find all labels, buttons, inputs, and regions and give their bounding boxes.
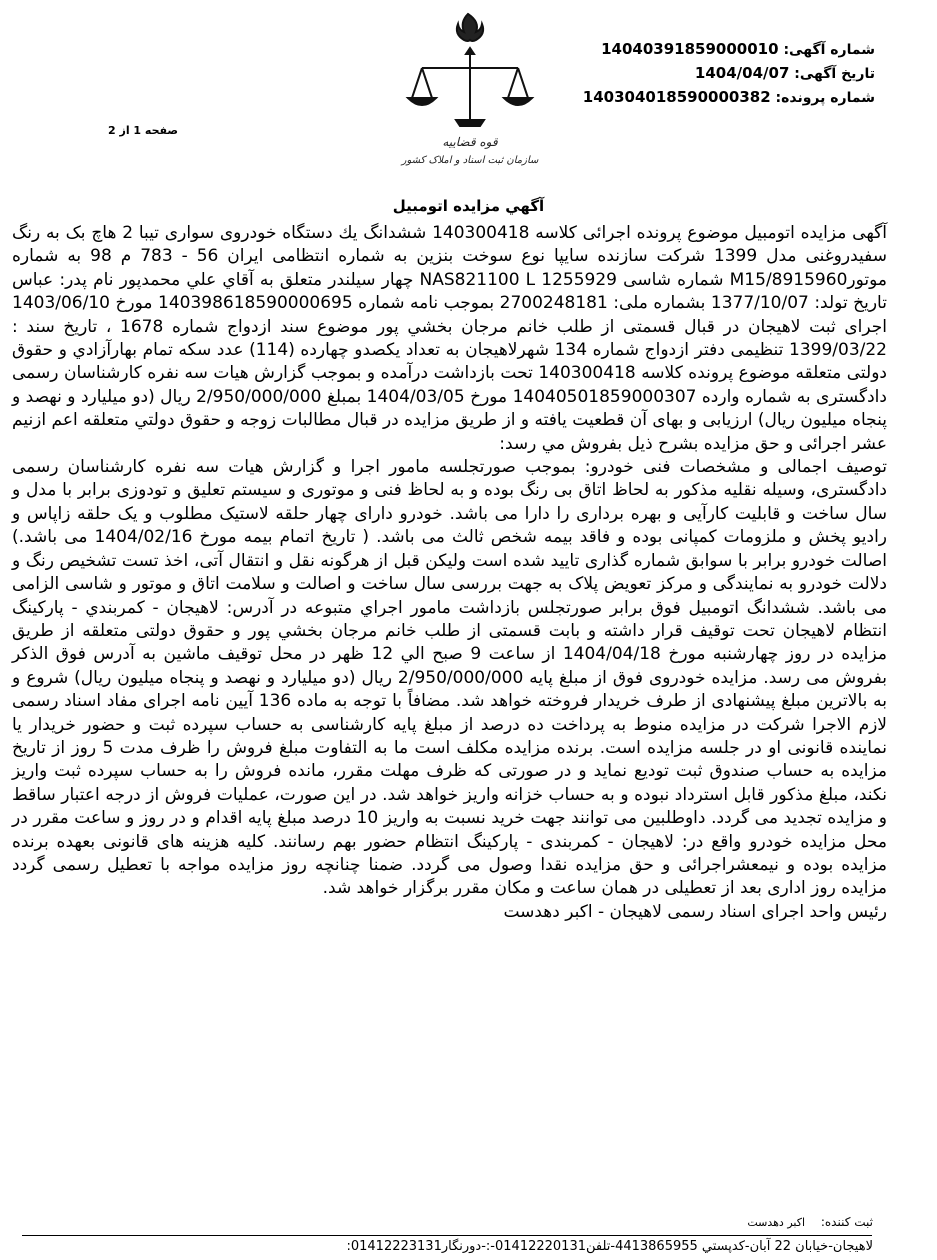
ad-number-line <box>583 38 875 62</box>
footer-divider <box>22 1235 872 1236</box>
document-body <box>12 222 887 924</box>
ad-date-line <box>583 62 875 86</box>
ad-date-label: تاریخ آگهی: <box>794 66 875 82</box>
judiciary-emblem-logo <box>390 8 550 168</box>
file-number-line <box>583 86 875 110</box>
ad-number: 14040391859000010 <box>601 40 779 58</box>
ad-date: 1404/04/07 <box>694 64 790 82</box>
svg-text:قوه قضاییه: قوه قضاییه <box>442 135 498 149</box>
ad-number-label: شماره آگهی: <box>783 42 875 58</box>
body-paragraph: آگهی مزایده اتومبیل موضوع پرونده اجرائی کلاسه 140300418 ششدانگ یك دستگاه خودروی سواری تیبا 2 هاچ بک به رنگ سفیدروغنی مدل 1399 شرکت سازنده سایپا نوع سوخت بنزین به شماره انتظامی ایران 56 - 783 م 98 به شماره موتورM15/8915960 شماره شاسی NAS821100 L 1255929 چهار سیلندر متعلق به آقاي علي محمدپور نام پدر: عباس تاریخ تولد: 1377/10/07 بشماره ملی: 2700248181 بموجب نامه شماره 140398618590000695 مورخ 1403/06/10 اجرای ثبت لاهیجان در قبال قسمتی از طلب خانم مرجان بخشي پور موضوع سند ازدواج شماره 1678 ، تاریخ سند : 1399/03/22 تنظیمی دفتر ازدواج شماره 134 شهرلاهیجان به تعداد یکصدو چهارده (114) عدد سکه تمام بهارآزادي و حقوق دولتی متعلقه موضوع پرونده کلاسه 140300418 تحت بازداشت درآمده و بموجب گزارش هیات سه نفره کارشناسان رسمی دادگستری به شماره وارده 14040501859000307 مورخ 1404/03/05 بمبلغ 2/950/000/000 ریال (دو میلیارد و نهصد و پنجاه میلیون ریال) ارزیابی و بهای آن قطعیت یافته و از طریق مزایده در قبال مطالبات زوجه و حقوق دولتي متعلقه اعم ازنیم عشر اجرائی و حق مزایده بشرح ذیل بفروش مي رسد: <box>12 223 888 454</box>
file-number-label: شماره پرونده: <box>775 90 875 106</box>
page-indicator: صفحه 1 از 2 <box>108 124 179 137</box>
registrar-name: اکبر دهدست <box>747 1216 806 1229</box>
signature-line: رئیس واحد اجرای اسناد رسمی لاهیجان - اکبر دهدست <box>503 901 887 922</box>
body-paragraph: توصیف اجمالی و مشخصات فنی خودرو: بموجب صورتجلسه مامور اجرا و گزارش هیات سه نفره کارشناسان رسمی دادگستری، وسیله نقلیه مذکور به لحاظ اتاق بی رنگ بوده و به لحاظ فنی و موتوری و سیستم تعلیق و تودوزی برابر با مدل و سال ساخت و قابلیت کارآیی و بهره برداری را دارا می باشد. خودرو دارای چهار حلقه لاستیک مطلوب و یک حلقه زاپاس و رادیو پخش و ملزومات کمپانی بوده و فاقد بیمه شخص ثالث می باشد. ( تاریخ اتمام بیمه مورخ 1404/02/16 می باشد.) اصالت خودرو برابر با سوابق شماره گذاری تایید شده است ولیکن قبل از هرگونه نقل و انتقال آتی، اخذ تست تشخیص رنگ و دلالت خودرو به نمایندگی و مرکز تعویض پلاک به جهت بررسی سال ساخت و اصالت و سلامت اتاق و موتور و شاسی الزامی می باشد. ششدانگ اتومبیل فوق برابر صورتجلس بازداشت مامور اجراي متبوعه در آدرس: لاهیجان - کمربندي - پارکینگ انتظام لاهیجان تحت توقیف قرار داشته و بابت قسمتی از طلب خانم مرجان بخشي پور و حقوق دولتی متعلقه از طریق مزایده در روز چهارشنبه مورخ 1404/04/18 از ساعت 9 صبح الي 12 ظهر در محل توقیف ماشین به آدرس فوق الذکر بفروش می رسد. مزایده خودروی فوق از مبلغ پایه 2/950/000/000 ریال (دو میلیارد و نهصد و پنجاه میلیون ریال) شروع و به بالاترین مبلغ پیشنهادی از طرف خریدار فروخته خواهد شد. مضافاً با توجه به ماده 136 آیین نامه اجرای مفاد اسناد رسمی لازم الاجرا شرکت در مزایده منوط به پرداخت ده درصد از مبلغ پایه کارشناسی به حساب سپرده ثبت و حضور خریدار یا نماینده قانونی او در جلسه مزایده است. برنده مزایده مکلف است ما به التفاوت مبلغ فروش را ظرف مدت 5 روز از تاریخ مزایده به حساب صندوق ثبت تودیع نماید و در صورتی که ظرف مهلت مقرر، مانده فروش را به حساب سپرده ثبت واریز نکند، مبلغ مذکور قابل استرداد نبوده و به حساب خزانه واریز خواهد شد. در این صورت، عملیات فروش از درجه اعتبار ساقط و مزایده تجدید می گردد. داوطلبین می توانند جهت خرید نسبت به واریز 10 درصد مبلغ پایه اقدام و در روز و ساعت مقرر در محل مزایده خودرو واقع در: لاهیجان - کمربندی - پارکینگ انتظام حضور بهم رسانند. کلیه هزینه های قانونی بعهده برنده مزایده بوده و نیمعشراجرائی و حق مزایده نقدا وصول می گردد. ضمنا چنانچه روز مزایده مواجه با تعطیل رسمی گردد مزایده روز اداری بعد از تعطیلی در همان ساعت و مکان مقرر برگزار خواهد شد. <box>12 457 888 899</box>
document-title: آگهي مزايده اتومبيل <box>392 197 545 215</box>
ad-meta <box>583 38 875 110</box>
svg-text:سازمان ثبت اسناد و املاک کشور: سازمان ثبت اسناد و املاک کشور <box>401 155 539 166</box>
registrar-label: ثبت کننده: <box>820 1215 873 1229</box>
file-number: 140304018590000382 <box>582 88 771 106</box>
registrar <box>747 1215 873 1229</box>
footer-contact: لاهیجان-خیابان 22 آبان-کدپستي 4413865955-تلفن01412220131-:-دورنگار01412223131: <box>346 1239 873 1254</box>
